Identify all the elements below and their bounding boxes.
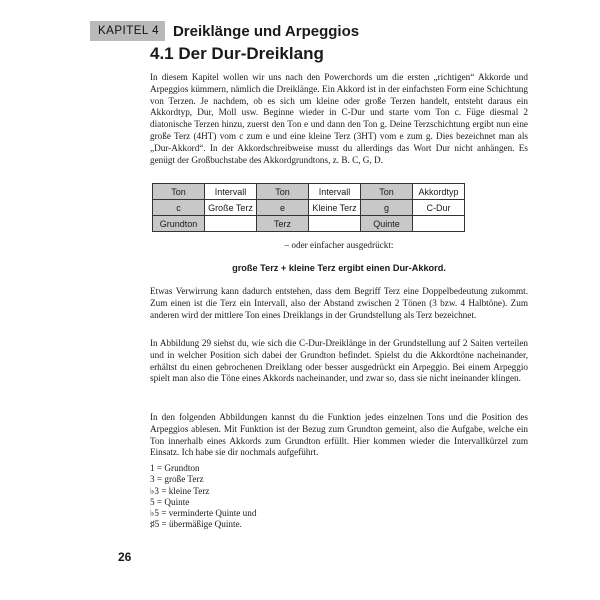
table-row [153, 184, 465, 200]
list-item: ♯5 = übermäßige Quinte. [150, 519, 242, 530]
functions-paragraph: In den folgenden Abbildungen kannst du die Funktion jedes einzelnen Tons und die Position des Arpeggios ablesen. Mit Funktion ist der Bezug zum Grundton gemeint, also die Aufgabe, welche ein Ton innerhalb eines Akkords zum Grundton erfüllt. Hier kommen wieder die Intervallkürzel zum Einsatz. Ich habe sie dir nochmals aufgeführt. [150, 412, 528, 458]
table-cell: Intervall [309, 184, 361, 200]
table-cell: Terz [257, 216, 309, 232]
table-cell [205, 216, 257, 232]
table-cell: e [257, 200, 309, 216]
list-item: ♭5 = verminderte Quinte und [150, 508, 257, 519]
table-cell [413, 216, 465, 232]
interval-list [150, 463, 256, 531]
table-row [153, 216, 465, 232]
table-cell: Ton [257, 184, 309, 200]
table-caption: – oder einfacher ausgedrückt: [284, 240, 394, 250]
table-cell: Quinte [361, 216, 413, 232]
chapter-label: KAPITEL 4 [90, 21, 165, 41]
figure-paragraph: In Abbildung 29 siehst du, wie sich die C-Dur-Dreiklänge in der Grundstellung auf 2 Saiten verteilen und in welcher Position sich dabei der Grundton befindet. Spielst du die Akkordtöne nacheinander, erhältst du einen gebrochenen Dreiklang oder besser ausgedrückt ein Arpeggio. Bei einem Arpeggio spielt man also die Töne eines Akkords nacheinander, und zwar so, dass sie nicht ineinander klingen. [150, 338, 528, 384]
section-title: 4.1 Der Dur-Dreiklang [150, 44, 324, 63]
table-cell: Grundton [153, 216, 205, 232]
confusion-paragraph: Etwas Verwirrung kann dadurch entstehen, dass dem Begriff Terz eine Doppelbedeutung zukommt. Zum einen ist die Terz ein Intervall, also der Abstand zwischen 2 Tönen (3 bzw. 4 Halbtöne). Zum anderen wird der mittlere Ton eines Dreiklangs in der Grundstellung als Terz bezeichnet. [150, 286, 528, 320]
chapter-header [88, 18, 359, 44]
table-cell: Ton [153, 184, 205, 200]
table-cell: g [361, 200, 413, 216]
table-row [153, 200, 465, 216]
list-item: 5 = Quinte [150, 496, 190, 507]
page-number: 26 [118, 550, 132, 564]
table-cell: Kleine Terz [309, 200, 361, 216]
rule-statement: große Terz + kleine Terz ergibt einen Dur-Akkord. [232, 263, 446, 273]
table-cell: Große Terz [205, 200, 257, 216]
list-item: 1 = Grundton [150, 463, 200, 473]
table-cell [309, 216, 361, 232]
list-item: ♭3 = kleine Terz [150, 485, 210, 496]
table-cell: Akkordtyp [413, 184, 465, 200]
intro-paragraph: In diesem Kapitel wollen wir uns nach den Powerchords um die ersten „richtigen“ Akkorde und Arpeggios kümmern, nämlich die Dreiklänge. Ein Akkord ist in der einfachsten Form eine Schichtung von Terzen. Je nachdem, ob es sich um kleine oder große Terzen handelt, entsteht daraus ein Akkordtyp, Dur, Moll usw. Beginne wieder in C-Dur und starte vom Ton c. Füge diesmal 2 diatonische Terzen hinzu, zuerst den Ton e und dann den Ton g. Deine Terzschichtung ergibt nun eine große Terz (4HT) vom c zum e und eine kleine Terz (3HT) vom e zum g. Dies bezeichnet man als „Dur-Akkord“. In der Akkordschreibweise musst du allerdings das Wort Dur nicht anhängen. Es genügt der Großbuchstabe des Akkordgrundtons, z. B. C, G, D. [150, 72, 528, 165]
table-cell: C-Dur [413, 200, 465, 216]
table-cell: Ton [361, 184, 413, 200]
triad-table [152, 183, 465, 232]
table-cell: c [153, 200, 205, 216]
table-cell: Intervall [205, 184, 257, 200]
chapter-title: Dreiklänge und Arpeggios [172, 22, 360, 40]
list-item: 3 = große Terz [150, 474, 204, 485]
